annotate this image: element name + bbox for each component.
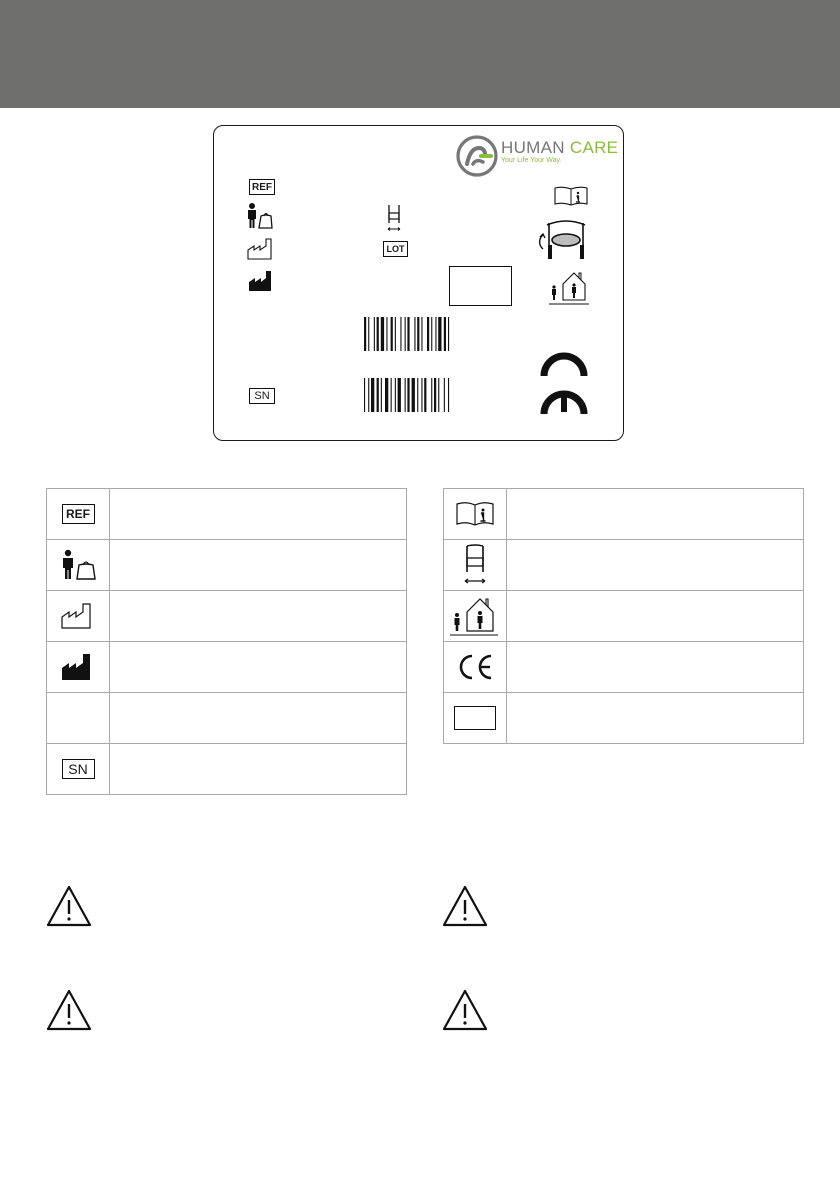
- rotation-wheelchair-icon: [533, 215, 599, 265]
- barcode-bar: [444, 378, 445, 412]
- serial-number-icon: SN: [62, 759, 95, 779]
- barcode-bar: [377, 378, 379, 412]
- indoor-use-icon: [450, 595, 500, 637]
- legend-description: [507, 489, 804, 540]
- warning-icon: [441, 884, 489, 928]
- barcode-bar: [412, 378, 415, 412]
- seat-width-icon: [461, 544, 489, 586]
- barcode-bar: [391, 317, 393, 351]
- barcode-bar: [427, 317, 429, 351]
- legend-description: [110, 591, 407, 642]
- barcode-bar: [364, 317, 366, 351]
- legend-row-seat-width: [444, 540, 804, 591]
- barcode-bar: [421, 317, 422, 351]
- barcode-bar: [414, 317, 415, 351]
- legend-row-empty-box: [444, 693, 804, 744]
- barcode-bar: [405, 378, 406, 412]
- empty-box-icon: [454, 706, 496, 730]
- barcode-bar: [448, 378, 449, 412]
- udi-box: [449, 266, 512, 306]
- manufacturer-icon: [248, 270, 276, 292]
- barcode-bar: [435, 317, 436, 351]
- barcode-bar: [374, 317, 375, 351]
- legend-row-blank: [47, 693, 407, 744]
- brand-name: HUMAN CARE: [501, 138, 619, 157]
- barcode-bar: [364, 378, 365, 412]
- legend-row-ref: [47, 489, 407, 540]
- barcode-bar: [400, 317, 401, 351]
- date-of-manufacture-icon: [247, 238, 277, 260]
- legend-description: [507, 540, 804, 591]
- instructions-icon: [553, 186, 589, 206]
- barcode-bar: [386, 317, 387, 351]
- symbol-legend-left: [46, 488, 407, 795]
- barcode-bottom: [364, 378, 476, 418]
- indoor-use-icon: [549, 270, 591, 306]
- legend-row-indoor-use: [444, 591, 804, 642]
- barcode-bar: [381, 317, 384, 351]
- barcode-bar: [385, 378, 388, 412]
- barcode-bar: [434, 378, 436, 412]
- max-user-weight-icon: [60, 549, 96, 581]
- legend-row-instructions: [444, 489, 804, 540]
- barcode-bar: [395, 378, 396, 412]
- brand-tagline: Your Life Your Way.: [501, 157, 562, 164]
- header-band: [0, 0, 840, 108]
- legend-description: [110, 693, 407, 744]
- barcode-bar: [448, 317, 449, 351]
- sn-symbol: SN: [249, 388, 275, 404]
- warning-icon: [45, 884, 93, 928]
- seat-width-icon: [384, 203, 404, 233]
- barcode-bar: [405, 317, 406, 351]
- legend-description: [507, 591, 804, 642]
- ref-icon: REF: [62, 504, 95, 524]
- legend-row-manufacturer: [47, 642, 407, 693]
- lot-symbol: LOT: [383, 241, 408, 257]
- barcode-bar: [407, 378, 409, 412]
- instructions-icon: [455, 501, 495, 527]
- barcode-bar: [417, 317, 419, 351]
- barcode-bar: [438, 378, 439, 412]
- legend-description: [110, 642, 407, 693]
- manufacturer-icon: [60, 653, 96, 681]
- legend-row-max-weight: [47, 540, 407, 591]
- ce-mark-icon: [538, 350, 590, 416]
- ref-symbol: REF: [249, 179, 275, 195]
- barcode-bar: [421, 378, 422, 412]
- barcode-bar: [424, 378, 426, 412]
- legend-description: [507, 642, 804, 693]
- ce-mark-icon: [455, 653, 495, 681]
- symbol-legend-right: [443, 488, 804, 744]
- barcode-bar: [381, 378, 382, 412]
- legend-row-ce-mark: [444, 642, 804, 693]
- warning-icon: [441, 988, 489, 1032]
- barcode-bar: [431, 317, 432, 351]
- warning-icon: [45, 988, 93, 1032]
- legend-row-serial-number: [47, 744, 407, 795]
- legend-row-date-of-manufacture: [47, 591, 407, 642]
- max-user-weight-icon: [245, 202, 273, 230]
- legend-description: [110, 540, 407, 591]
- barcode-bar: [395, 317, 396, 351]
- barcode-bar: [431, 378, 432, 412]
- date-of-manufacture-icon: [60, 603, 96, 629]
- barcode-bar: [444, 317, 446, 351]
- barcode-bar: [391, 378, 392, 412]
- barcode-bar: [371, 378, 374, 412]
- human-care-logo-icon: [455, 134, 499, 178]
- barcode-bar: [407, 317, 409, 351]
- barcode-bar: [377, 317, 379, 351]
- legend-description: [507, 693, 804, 744]
- barcode-bar: [438, 317, 441, 351]
- barcode-bar: [417, 378, 418, 412]
- barcode-bar: [398, 378, 401, 412]
- barcode-bar: [368, 317, 369, 351]
- legend-description: [110, 744, 407, 795]
- barcode-top: [364, 317, 476, 357]
- barcode-bar: [368, 378, 369, 412]
- legend-description: [110, 489, 407, 540]
